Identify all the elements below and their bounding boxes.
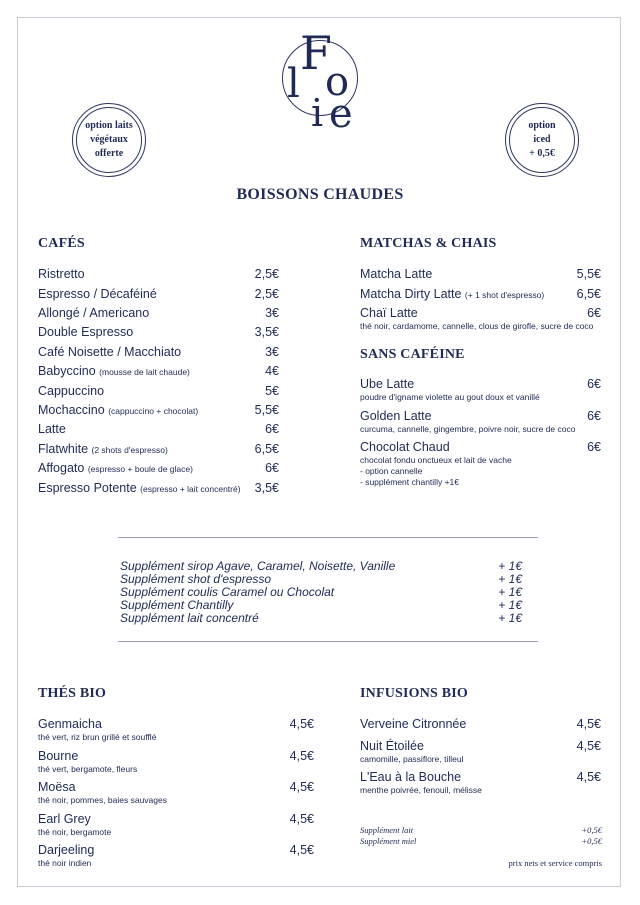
item-name: Affogato xyxy=(38,461,85,475)
item-name-line xyxy=(38,812,314,826)
item-option: - supplément chantilly +1€ xyxy=(360,477,459,487)
item-price: 5,5€ xyxy=(576,267,601,281)
item-price: 6,5€ xyxy=(254,442,279,456)
divider-bottom xyxy=(118,641,538,642)
extra-price-lait: +0,5€ xyxy=(581,825,602,835)
item-name-line xyxy=(38,384,279,398)
supplement-label: Supplément coulis Caramel ou Chocolat xyxy=(120,585,335,599)
item-price: 6€ xyxy=(265,422,279,436)
supplement-label: Supplément Chantilly xyxy=(120,598,234,612)
item-price: 3,5€ xyxy=(254,481,279,495)
menu-item xyxy=(38,749,314,774)
item-name: Golden Latte xyxy=(360,409,432,423)
menu-item xyxy=(38,403,279,417)
item-name: Ube Latte xyxy=(360,377,415,391)
item-name-line xyxy=(38,749,314,763)
item-name: Moësa xyxy=(38,780,76,794)
badge-vegetal-milk: option laits végétaux offerte xyxy=(72,103,146,177)
item-note: (espresso + boule de glace) xyxy=(87,464,193,474)
item-name: Babyccino xyxy=(38,364,96,378)
item-name-line xyxy=(38,345,279,359)
item-price: 4,5€ xyxy=(576,770,601,784)
item-name-line xyxy=(360,377,601,391)
menu-item xyxy=(38,384,279,398)
item-name-line xyxy=(38,306,279,320)
item-price: 4,5€ xyxy=(289,812,314,826)
item-name-line xyxy=(38,287,279,301)
item-price: 4,5€ xyxy=(576,717,601,731)
item-name: Espresso Potente xyxy=(38,481,137,495)
logo-letter-f: F xyxy=(300,26,332,80)
item-price: 4,5€ xyxy=(289,780,314,794)
menu-item xyxy=(360,770,601,795)
item-note: (espresso + lait concentré) xyxy=(140,484,241,494)
item-description: thé noir indien xyxy=(38,858,92,868)
item-note: (+ 1 shot d'espresso) xyxy=(464,290,545,300)
item-name-line xyxy=(360,739,601,753)
item-name: Allongé / Americano xyxy=(38,306,150,320)
item-name-line xyxy=(38,481,279,495)
item-name: Mochaccino xyxy=(38,403,105,417)
extra-label-lait: Supplément lait xyxy=(360,825,414,835)
item-name: Verveine Citronnée xyxy=(360,717,467,731)
item-name: Bourne xyxy=(38,749,79,763)
item-description: poudre d'igname violette au gout doux et vanillé xyxy=(360,392,540,402)
menu-item xyxy=(38,306,279,320)
item-price: 2,5€ xyxy=(254,267,279,281)
item-name: Chocolat Chaud xyxy=(360,440,450,454)
item-description: chocolat fondu onctueux et lait de vache xyxy=(360,455,512,465)
logo-letter-e: e xyxy=(329,91,353,137)
item-price: 3€ xyxy=(265,306,279,320)
logo-letter-o: o xyxy=(325,59,350,105)
extra-price-miel: +0,5€ xyxy=(581,836,602,846)
item-name: Matcha Dirty Latte xyxy=(360,287,462,301)
item-name-line xyxy=(360,287,601,301)
footnote: prix nets et service compris xyxy=(508,858,602,868)
item-price: 5,5€ xyxy=(254,403,279,417)
menu-item xyxy=(38,442,279,456)
item-name-line xyxy=(38,442,279,456)
item-note: (cappuccino + chocolat) xyxy=(108,406,199,416)
logo-letter-i: i xyxy=(311,91,324,135)
supplement-price: + 1€ xyxy=(498,572,522,586)
item-name: Darjeeling xyxy=(38,843,95,857)
item-name: Chaï Latte xyxy=(360,306,418,320)
menu-item xyxy=(360,306,601,331)
badge-iced-option: option iced + 0,5€ xyxy=(505,103,579,177)
item-name: Matcha Latte xyxy=(360,267,433,281)
item-name-line xyxy=(360,267,601,281)
item-price: 3,5€ xyxy=(254,325,279,339)
item-price: 4,5€ xyxy=(289,749,314,763)
item-description: thé noir, bergamote xyxy=(38,827,112,837)
item-note: (mousse de lait chaude) xyxy=(99,367,190,377)
section-title-cafes: CAFÉS xyxy=(38,236,85,251)
menu-item xyxy=(38,812,314,837)
item-description: thé vert, bergamote, fleurs xyxy=(38,764,138,774)
item-price: 6€ xyxy=(587,306,601,320)
item-option: - option cannelle xyxy=(360,466,423,476)
item-name: Nuit Étoilée xyxy=(360,739,424,753)
menu-item xyxy=(38,287,279,301)
menu-item xyxy=(360,739,601,764)
menu-item xyxy=(360,409,601,434)
item-description: camomille, passiflore, tilleul xyxy=(360,754,464,764)
menu-item xyxy=(360,377,601,402)
supplement-price: + 1€ xyxy=(498,598,522,612)
item-name: Earl Grey xyxy=(38,812,91,826)
menu-item xyxy=(38,267,279,281)
section-title-sans-cafeine: SANS CAFÉINE xyxy=(360,347,465,362)
item-description: menthe poivrée, fenouil, mélisse xyxy=(360,785,482,795)
item-name-line xyxy=(38,717,314,731)
item-price: 4,5€ xyxy=(576,739,601,753)
item-name: Flatwhite xyxy=(38,442,89,456)
item-name: Ristretto xyxy=(38,267,85,281)
item-name-line xyxy=(38,461,279,475)
extra-label-miel: Supplément miel xyxy=(360,836,417,846)
item-name-line xyxy=(360,717,601,731)
supplement-price: + 1€ xyxy=(498,611,522,625)
section-title-matchas: MATCHAS & CHAIS xyxy=(360,236,497,251)
item-description: thé vert, riz brun grillé et soufflé xyxy=(38,732,157,742)
supplement-label: Supplément lait concentré xyxy=(120,611,259,625)
item-price: 5€ xyxy=(265,384,279,398)
menu-item xyxy=(38,364,279,378)
item-price: 6,5€ xyxy=(576,287,601,301)
supplement-price: + 1€ xyxy=(498,559,522,573)
menu-item xyxy=(360,440,601,487)
item-price: 4,5€ xyxy=(289,717,314,731)
item-price: 6€ xyxy=(265,461,279,475)
supplement-label: Supplément shot d'espresso xyxy=(120,572,272,586)
item-name-line xyxy=(360,409,601,423)
item-name: Genmaicha xyxy=(38,717,102,731)
section-title-infusions: INFUSIONS BIO xyxy=(360,686,469,701)
item-description: thé noir, pommes, baies sauvages xyxy=(38,795,167,805)
item-name-line xyxy=(38,325,279,339)
item-name: L'Eau à la Bouche xyxy=(360,770,462,784)
menu-item xyxy=(38,843,314,868)
supplement-price: + 1€ xyxy=(498,585,522,599)
menu-item xyxy=(38,717,314,742)
supplement-label: Supplément sirop Agave, Caramel, Noisette, Vanille xyxy=(120,559,396,573)
item-price: 6€ xyxy=(587,409,601,423)
menu-item xyxy=(38,461,279,475)
item-name-line xyxy=(38,364,279,378)
logo-letter-l: l xyxy=(287,61,300,107)
item-name: Espresso / Décaféiné xyxy=(38,287,157,301)
divider-top xyxy=(118,537,538,538)
item-price: 4€ xyxy=(265,364,279,378)
item-name: Cappuccino xyxy=(38,384,105,398)
item-name-line xyxy=(360,770,601,784)
item-price: 6€ xyxy=(587,440,601,454)
item-price: 3€ xyxy=(265,345,279,359)
menu-item xyxy=(38,422,279,436)
item-description: curcuma, cannelle, gingembre, poivre noir, sucre de coco xyxy=(360,424,576,434)
item-name-line xyxy=(38,843,314,857)
item-price: 4,5€ xyxy=(289,843,314,857)
menu-item xyxy=(360,267,601,281)
menu-item xyxy=(38,780,314,805)
item-price: 6€ xyxy=(587,377,601,391)
item-name-line xyxy=(360,440,601,454)
item-name-line xyxy=(360,306,601,320)
menu-item xyxy=(38,481,279,495)
menu-item xyxy=(38,345,279,359)
menu-item xyxy=(360,717,601,731)
menu-item xyxy=(38,325,279,339)
item-name: Latte xyxy=(38,422,66,436)
menu-item xyxy=(360,287,601,301)
item-note: (2 shots d'espresso) xyxy=(91,445,168,455)
item-name: Café Noisette / Macchiato xyxy=(38,345,182,359)
section-title-thes: THÉS BIO xyxy=(38,686,107,701)
item-name-line xyxy=(38,403,279,417)
item-price: 2,5€ xyxy=(254,287,279,301)
item-description: thé noir, cardamome, cannelle, clous de girofle, sucre de coco xyxy=(360,321,594,331)
item-name-line xyxy=(38,780,314,794)
page-title: BOISSONS CHAUDES xyxy=(236,186,404,203)
item-name-line xyxy=(38,267,279,281)
item-name: Double Espresso xyxy=(38,325,134,339)
item-name-line xyxy=(38,422,279,436)
